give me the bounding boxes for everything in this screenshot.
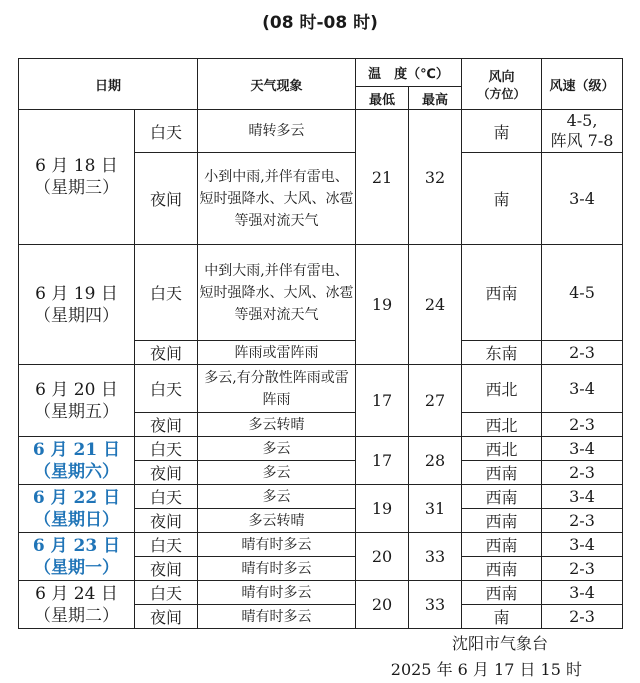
wind-speed: 2-3 <box>542 341 623 365</box>
wind-speed: 2-3 <box>542 461 623 485</box>
wind-direction: 南 <box>462 110 542 153</box>
date-label: 6 月 18 日 <box>35 156 118 176</box>
date-cell <box>19 533 135 581</box>
period-day: 白天 <box>135 437 198 461</box>
weather-cell: 晴有时多云 <box>198 533 356 557</box>
temp-high: 33 <box>409 581 462 629</box>
temp-low: 17 <box>356 365 409 437</box>
period-night: 夜间 <box>135 509 198 533</box>
forecast-period-title: (08 时-08 时) <box>262 13 378 33</box>
wind-speed: 3-4 <box>542 153 623 245</box>
period-night: 夜间 <box>135 153 198 245</box>
wind-speed <box>542 110 623 153</box>
date-label: 6 月 24 日 <box>35 583 118 604</box>
period-night: 夜间 <box>135 557 198 581</box>
header-wind-direction-label: 风向 <box>488 70 515 85</box>
table-row <box>19 485 623 509</box>
temp-low: 17 <box>356 437 409 485</box>
wind-speed: 2-3 <box>542 509 623 533</box>
weather-cell: 晴有时多云 <box>198 605 356 629</box>
temp-high: 24 <box>409 245 462 365</box>
temp-high: 28 <box>409 437 462 485</box>
period-day: 白天 <box>135 365 198 413</box>
weather-cell: 多云转晴 <box>198 413 356 437</box>
weekday-label: （星期一） <box>34 557 119 578</box>
period-night: 夜间 <box>135 461 198 485</box>
wind-direction: 西南 <box>462 485 542 509</box>
header-date: 日期 <box>19 59 198 110</box>
wind-speed: 3-4 <box>542 365 623 413</box>
weekday-label: （星期日） <box>34 509 119 530</box>
period-night: 夜间 <box>135 341 198 365</box>
date-cell <box>19 485 135 533</box>
temp-low: 19 <box>356 245 409 365</box>
period-day: 白天 <box>135 485 198 509</box>
table-row <box>19 581 623 605</box>
issuer-label: 沈阳市气象台 <box>451 634 548 653</box>
period-night: 夜间 <box>135 413 198 437</box>
period-night: 夜间 <box>135 605 198 629</box>
temp-high: 27 <box>409 365 462 437</box>
wind-direction: 西南 <box>462 533 542 557</box>
date-cell <box>19 365 135 437</box>
weather-cell: 中到大雨,并伴有雷电、短时强降水、大风、冰雹等强对流天气 <box>198 245 356 341</box>
wind-direction: 南 <box>462 153 542 245</box>
period-day: 白天 <box>135 533 198 557</box>
weekday-label: （星期四） <box>34 305 119 326</box>
weather-cell: 晴有时多云 <box>198 557 356 581</box>
wind-direction: 西南 <box>462 581 542 605</box>
wind-direction: 西南 <box>462 245 542 341</box>
wind-direction: 西北 <box>462 413 542 437</box>
temp-high: 31 <box>409 485 462 533</box>
wind-speed: 2-3 <box>542 605 623 629</box>
temp-high: 33 <box>409 533 462 581</box>
date-cell <box>19 437 135 485</box>
wind-direction: 东南 <box>462 341 542 365</box>
temp-low: 21 <box>356 110 409 245</box>
table-row <box>19 533 623 557</box>
weather-cell: 多云,有分散性阵雨或雷阵雨 <box>198 365 356 413</box>
wind-speed: 3-4 <box>542 581 623 605</box>
weekday-label: （星期六） <box>34 461 119 482</box>
wind-direction: 西南 <box>462 557 542 581</box>
wind-direction: 西北 <box>462 437 542 461</box>
header-weather: 天气现象 <box>198 59 356 110</box>
weather-cell: 阵雨或雷阵雨 <box>198 341 356 365</box>
date-label: 6 月 21 日 <box>32 439 121 460</box>
table-row <box>19 110 623 153</box>
wind-direction: 西南 <box>462 461 542 485</box>
header-temperature: 温 度（℃） <box>356 59 462 87</box>
date-cell <box>19 245 135 365</box>
wind-direction: 西南 <box>462 509 542 533</box>
temp-low: 20 <box>356 581 409 629</box>
date-cell <box>19 581 135 629</box>
weather-cell: 晴有时多云 <box>198 581 356 605</box>
header-low: 最低 <box>356 87 409 110</box>
period-day: 白天 <box>135 245 198 341</box>
wind-speed: 2-3 <box>542 413 623 437</box>
wind-speed: 4-5 <box>542 245 623 341</box>
wind-speed: 3-4 <box>542 437 623 461</box>
weather-cell: 多云 <box>198 485 356 509</box>
table-row <box>19 437 623 461</box>
weather-cell: 多云 <box>198 437 356 461</box>
temp-high: 32 <box>409 110 462 245</box>
date-label: 6 月 20 日 <box>35 379 118 400</box>
temp-low: 19 <box>356 485 409 533</box>
wind-direction: 西北 <box>462 365 542 413</box>
header-high: 最高 <box>409 87 462 110</box>
wind-speed: 3-4 <box>542 533 623 557</box>
weekday-label: （星期二） <box>34 605 119 626</box>
weekday-label: （星期五） <box>34 401 119 422</box>
date-cell <box>19 110 135 245</box>
weather-cell: 小到中雨,并伴有雷电、短时强降水、大风、冰雹等强对流天气 <box>198 153 356 245</box>
wind-speed: 2-3 <box>542 557 623 581</box>
weather-cell: 晴转多云 <box>198 110 356 153</box>
header-wind-speed: 风速（级） <box>542 59 623 110</box>
header-wind-direction <box>462 59 542 110</box>
period-day: 白天 <box>135 110 198 153</box>
date-label: 6 月 23 日 <box>32 535 121 556</box>
header-wind-direction-sub: （方位） <box>477 87 526 101</box>
weather-cell: 多云 <box>198 461 356 485</box>
weekday-label: （星期三） <box>34 178 119 198</box>
wind-direction: 南 <box>462 605 542 629</box>
weather-cell: 多云转晴 <box>198 509 356 533</box>
table-row <box>19 245 623 341</box>
wind-speed-value: 4-5, <box>566 111 598 130</box>
date-label: 6 月 22 日 <box>32 487 121 508</box>
weather-forecast-table <box>18 58 623 629</box>
date-label: 6 月 19 日 <box>35 283 118 304</box>
temp-low: 20 <box>356 533 409 581</box>
wind-gust-value: 阵风 7-8 <box>550 131 614 150</box>
wind-speed: 3-4 <box>542 485 623 509</box>
period-day: 白天 <box>135 581 198 605</box>
issued-time: 2025 年 6 月 17 日 15 时 <box>390 660 582 679</box>
table-row <box>19 365 623 413</box>
